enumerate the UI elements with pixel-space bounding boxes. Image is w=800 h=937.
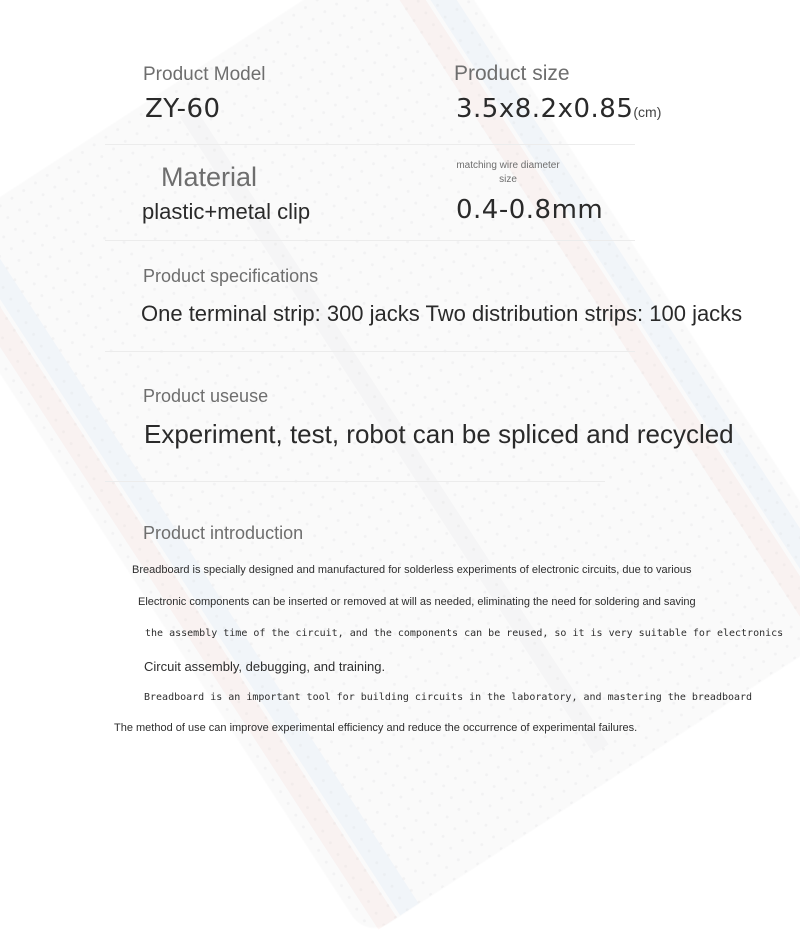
material-label: Material [161,162,258,192]
product-size-unit: (cm) [633,104,662,120]
wire-diameter-label [452,159,564,187]
introduction-label: Product introduction [143,523,304,543]
material-value: plastic+metal clip [142,199,311,224]
wire-diameter-label-line1: matching wire diameter [456,160,560,171]
introduction-line: Breadboard is specially designed and manufactured for solderless experiments of electronic circuits, due to various [132,564,692,576]
specifications-label: Product specifications [143,266,319,286]
wire-diameter-label-line2: size [499,174,517,185]
section-divider [105,144,635,145]
use-label: Product useuse [143,386,269,406]
section-divider [105,240,635,241]
introduction-line: Electronic components can be inserted or removed at will as needed, eliminating the need for soldering and saving [138,596,696,608]
introduction-line: the assembly time of the circuit, and the components can be reused, so it is very suitable for electronics [145,628,784,639]
product-model-value: ZY-60 [145,94,221,124]
product-size-value: 3.5x8.2x0.85 [456,94,634,124]
product-model-label: Product Model [143,64,266,85]
introduction-line: The method of use can improve experimental efficiency and reduce the occurrence of experimental failures. [114,722,638,734]
product-size-value-group [456,94,661,124]
section-divider [105,481,605,482]
use-value: Experiment, test, robot can be spliced and recycled [144,419,734,449]
product-size-label: Product size [454,62,570,85]
introduction-line: Circuit assembly, debugging, and training. [144,659,386,674]
wire-diameter-value: 0.4-0.8mm [456,195,604,225]
introduction-line: Breadboard is an important tool for building circuits in the laboratory, and mastering the breadboard [144,692,753,703]
specifications-value: One terminal strip: 300 jacks Two distribution strips: 100 jacks [141,301,743,326]
section-divider [105,351,635,352]
